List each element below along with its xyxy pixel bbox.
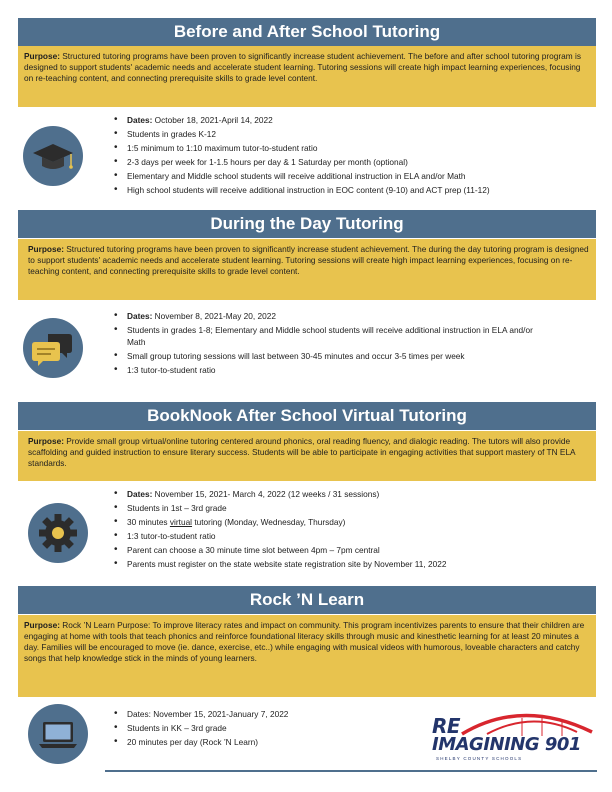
section-3-title: BookNook After School Virtual Tutoring <box>18 402 596 430</box>
list-item: • 20 minutes per day (Rock ’N Learn) <box>111 736 411 748</box>
logo-subtitle: SHELBY COUNTY SCHOOLS <box>436 756 523 761</box>
list-item: • 1:3 tutor-to-student ratio <box>111 364 541 376</box>
section-4-title: Rock ’N Learn <box>18 586 596 614</box>
section-3-purpose <box>18 431 596 481</box>
list-item: • Small group tutoring sessions will last between 30-45 minutes and occur 3-5 times per week <box>111 350 541 362</box>
list-item: • Dates: November 8, 2021-May 20, 2022 <box>111 310 541 322</box>
list-item: • 2-3 days per week for 1-1.5 hours per day & 1 Saturday per month (optional) <box>111 156 597 168</box>
chat-bubbles-icon <box>23 318 83 378</box>
footer-divider <box>105 770 597 772</box>
reimagining-901-logo <box>432 704 600 764</box>
list-item: • Parents must register on the state website state registration site by November 11, 2022 <box>111 558 591 570</box>
section-2-title: During the Day Tutoring <box>18 210 596 238</box>
list-item: • Dates: November 15, 2021- March 4, 2022 (12 weeks / 31 sessions) <box>111 488 591 500</box>
purpose-text: Structured tutoring programs have been proven to significantly increase student achievement. The before and after school tutoring program is designed to support students' academic needs and accelerate student learning. Tutoring sessions will create high impact learning experiences, focusing on re-teaching content, and connecting prerequisite skills to grade level content. <box>24 51 581 83</box>
list-item: • High school students will receive additional instruction in EOC content (9-10) and ACT prep (11-12) <box>111 184 597 196</box>
section-1-purpose <box>18 46 596 107</box>
purpose-label: Purpose: <box>28 244 64 254</box>
list-item: • Students in 1st – 3rd grade <box>111 502 591 514</box>
section-1-bullets <box>111 114 597 198</box>
list-item: • Students in grades 1-8; Elementary and Middle school students will receive additional instruction in ELA and/or Math <box>111 324 541 348</box>
list-item: • 1:3 tutor-to-student ratio <box>111 530 591 542</box>
purpose-text: Structured tutoring programs have been proven to significantly increase student achievement. The during the day tutoring program is designed to support students' academic needs and accelerate student learning. Tutoring sessions will create high impact learning experiences, focusing on re-teaching content, and connecting prerequisite skills to grade level content. <box>28 244 589 276</box>
list-item: • 30 minutes virtual tutoring (Monday, Wednesday, Thursday) <box>111 516 591 528</box>
purpose-label: Purpose: <box>24 51 60 61</box>
section-2-purpose <box>18 239 596 300</box>
graduation-cap-icon <box>23 126 83 186</box>
purpose-text: Rock ’N Learn Purpose: To improve literacy rates and impact on community. This program incentivizes parents to ensure that their children are engaging at home with tools that teach phonics and reinforce foundational literacy skills through music and kinesthetic learning for at least 20 minutes a day. Families will be encouraged to move (ie. dance, exercise, etc..) while engaging with musical videos with humorous, loveable characters and catchy songs that help knowledge stick in the minds of young learners. <box>24 620 585 663</box>
list-item: • Dates: October 18, 2021-April 14, 2022 <box>111 114 597 126</box>
list-item: • Students in KK – 3rd grade <box>111 722 411 734</box>
laptop-icon <box>28 704 88 764</box>
section-3-bullets <box>111 488 591 572</box>
section-1-title: Before and After School Tutoring <box>18 18 596 46</box>
logo-line-1: RE <box>432 714 461 738</box>
purpose-text: Provide small group virtual/online tutoring centered around phonics, oral reading fluency, and dialogic reading. The tutors will also provide scaffolding and guided instruction to ensure literary success. Students will be able to participate in engaging activities that support mastery of TN ELA standards. <box>28 436 576 468</box>
gear-icon <box>28 503 88 563</box>
list-item: • Elementary and Middle school students will receive additional instruction in ELA and/or Math <box>111 170 597 182</box>
logo-line-2: IMAGINING 901 <box>432 734 581 755</box>
list-item: • Students in grades K-12 <box>111 128 597 140</box>
list-item: • Parent can choose a 30 minute time slot between 4pm – 7pm central <box>111 544 591 556</box>
list-item: • 1:5 minimum to 1:10 maximum tutor-to-student ratio <box>111 142 597 154</box>
section-4-bullets <box>111 708 411 750</box>
purpose-label: Purpose: <box>28 436 64 446</box>
list-item: • Dates: November 15, 2021-January 7, 2022 <box>111 708 411 720</box>
section-2-bullets <box>111 310 541 378</box>
purpose-label: Purpose: <box>24 620 60 630</box>
section-4-purpose <box>18 615 596 697</box>
